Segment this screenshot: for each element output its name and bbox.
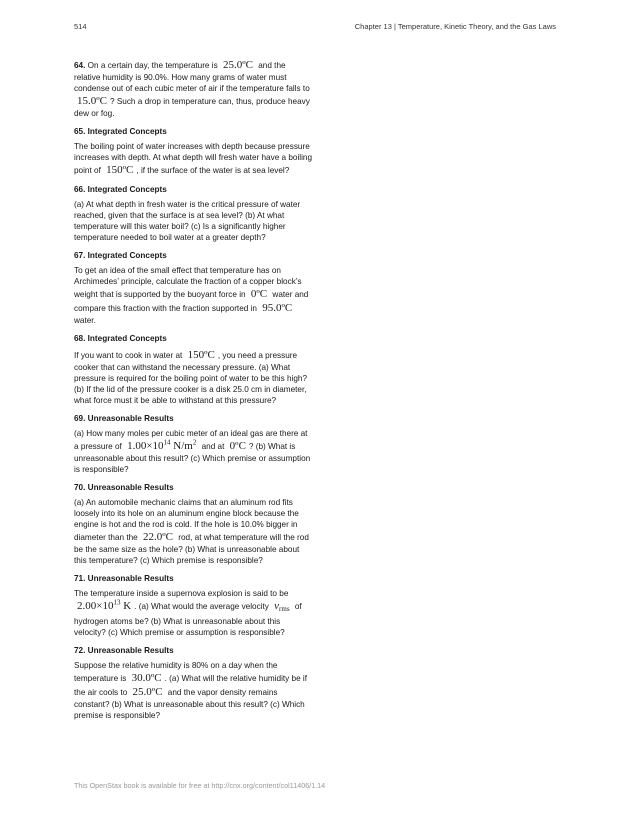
problem-68 xyxy=(74,333,314,406)
problem-67-title: 67. Integrated Concepts xyxy=(74,251,167,260)
math-temperature: 150ºC xyxy=(106,164,134,176)
problem-70-title: 70. Unreasonable Results xyxy=(74,483,174,492)
math-temperature: 150ºC xyxy=(187,349,215,361)
math-temperature: 95.0ºC xyxy=(262,302,293,314)
problem-66-text: (a) At what depth in fresh water is the critical pressure of water reached, given that the surface is at sea level? (b) At what temperature will this water boil? (c) Is a significantly higher temperature needed to boil water at a greater depth? xyxy=(74,200,301,242)
problem-64-number: 64. xyxy=(74,61,86,70)
problem-67-text: To get an idea of the small effect that temperature has on Archimedes’ principle, calculate the fraction of a copper block’s weight that is supported by the buoyant force in 0ºC water and compare this fraction with the fraction supported in 95.0ºC water. xyxy=(74,266,309,325)
math-temperature: 15.0ºC xyxy=(77,95,107,107)
problem-65-text: The boiling point of water increases with depth because pressure increases with depth. At what depth will fresh water have a boiling point of 150ºC , if the surface of the water is at sea level? xyxy=(74,142,313,176)
problem-66-title: 66. Integrated Concepts xyxy=(74,185,167,194)
math-temperature: 22.0ºC xyxy=(143,531,173,543)
problem-72 xyxy=(74,645,314,721)
problem-65-title: 65. Integrated Concepts xyxy=(74,127,167,136)
problem-71 xyxy=(74,573,314,638)
math-pressure: $1.00\times 10^{14}$ $N/m^2$ xyxy=(127,438,197,452)
page-footer: This OpenStax book is available for free at http://cnx.org/content/col11406/1.14 xyxy=(74,781,326,790)
problem-70 xyxy=(74,482,314,566)
math-temperature: $2.00\times 10^{13}$ K xyxy=(77,598,132,612)
problem-67 xyxy=(74,250,314,326)
problem-69-title: 69. Unreasonable Results xyxy=(74,414,174,423)
problem-65 xyxy=(74,126,314,177)
problem-69 xyxy=(74,413,314,475)
problem-72-title: 72. Unreasonable Results xyxy=(74,646,174,655)
problem-list xyxy=(74,58,314,728)
math-temperature: 0ºC xyxy=(250,288,268,300)
problem-71-title: 71. Unreasonable Results xyxy=(74,574,174,583)
problem-68-text: If you want to cook in water at 150ºC , you need a pressure cooker that can withstand the necessary pressure. (a) What pressure is required for the boiling point of water to be this high? (b) If the lid of the pressure cooker is a disk 25.0 cm in diameter, what force must it be able to withstand at this pressure? xyxy=(74,349,308,405)
math-velocity: $v_{rms}$ xyxy=(274,600,290,613)
problem-68-title: 68. Integrated Concepts xyxy=(74,334,167,343)
problem-66 xyxy=(74,184,314,243)
problem-71-text: The temperature inside a supernova explosion is said to be $2.00\times 10^{13}$ K . (a) What would the average velocity $v_{rms}$ of hydrogen atoms be? (b) What is unreasonable about this velocity? (c) Which premise or assumption is responsible? xyxy=(74,589,302,637)
math-temperature: 30.0ºC xyxy=(131,672,162,684)
page-header xyxy=(74,22,556,36)
math-temperature: 25.0ºC xyxy=(132,686,163,698)
problem-69-text: (a) How many moles per cubic meter of an ideal gas are there at a pressure of $1.00\times 10^{14}$ $N/m^2$ and at 0ºC ? (b) What is unreasonable about this result? (c) Which premise or assumption is responsible? xyxy=(74,429,311,474)
math-temperature: 0ºC xyxy=(229,440,246,452)
page-number: 514 xyxy=(74,22,87,31)
chapter-title: Chapter 13 | Temperature, Kinetic Theory, and the Gas Laws xyxy=(354,22,556,31)
problem-64 xyxy=(74,58,314,119)
math-temperature: 25.0ºC xyxy=(222,59,253,71)
problem-72-text: Suppose the relative humidity is 80% on a day when the temperature is 30.0ºC . (a) What will the relative humidity be if the air cools to 25.0ºC and the vapor density remains constant? (b) What is unreasonable about this result? (c) Which premise is responsible? xyxy=(74,661,308,720)
problem-64-text: 64. On a certain day, the temperature is 25.0ºC and the relative humidity is 90.0%. How many grams of water must condense out of each cubic meter of air if the temperature falls to 15.0ºC ? Such a drop in temperature can, thus, produce heavy dew or fog. xyxy=(74,59,310,118)
problem-70-text: (a) An automobile mechanic claims that an aluminum rod fits loosely into its hole on an aluminum engine block because the engine is hot and the rod is cold. If the hole is 10.0% bigger in diameter than the 22.0ºC rod, at what temperature will the rod be the same size as the hole? (b) What is unreasonable about this temperature? (c) Which premise is responsible? xyxy=(74,498,309,565)
